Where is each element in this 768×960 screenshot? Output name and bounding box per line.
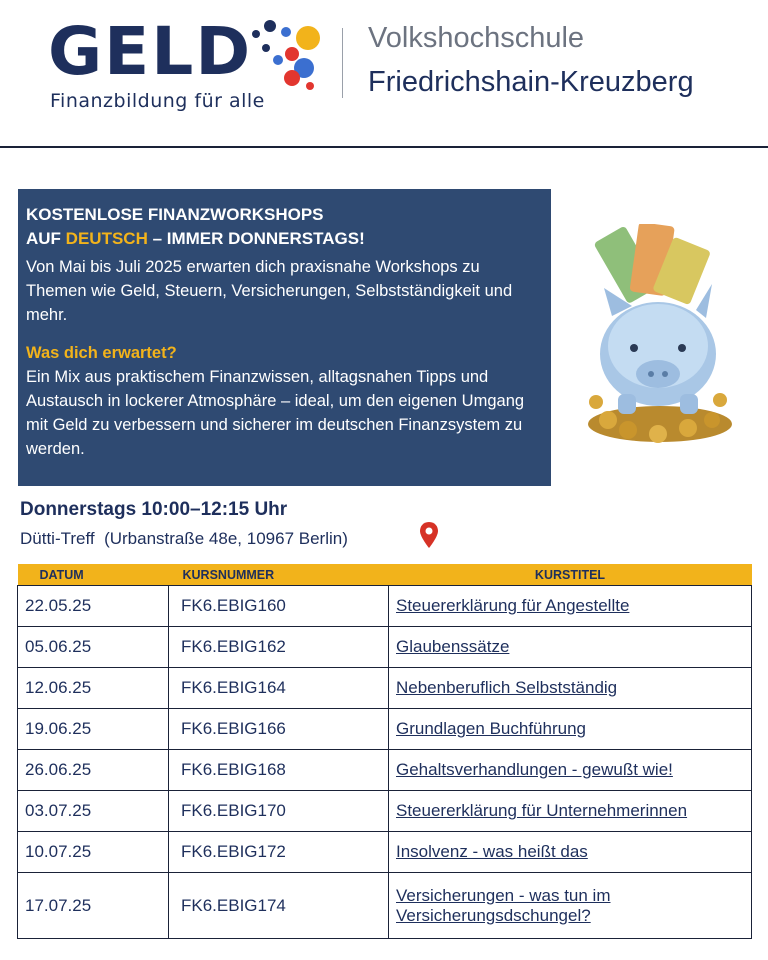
table-row bbox=[18, 709, 752, 750]
table-row bbox=[18, 750, 752, 791]
row-date: 12.06.25 bbox=[18, 668, 169, 709]
header-kursnummer: KURSNUMMER bbox=[169, 564, 389, 586]
row-date: 05.06.25 bbox=[18, 627, 169, 668]
location-pin-icon[interactable] bbox=[420, 522, 438, 548]
row-course-title-link[interactable]: Steuererklärung für Angestellte bbox=[389, 586, 752, 627]
institution-line-1: Volkshochschule bbox=[368, 22, 585, 54]
header-divider bbox=[342, 28, 343, 98]
promo-headline-line1: KOSTENLOSE FINANZWORKSHOPS bbox=[26, 205, 324, 224]
headline-pre: AUF bbox=[26, 229, 66, 248]
row-date: 10.07.25 bbox=[18, 832, 169, 873]
schedule-time: Donnerstags 10:00–12:15 Uhr bbox=[20, 499, 288, 520]
row-course-number: FK6.EBIG170 bbox=[169, 791, 389, 832]
row-course-title-link[interactable]: Versicherungen - was tun im Versicherungsdschungel? bbox=[389, 873, 752, 939]
logo-dots-icon bbox=[248, 20, 328, 100]
row-course-title-link[interactable]: Insolvenz - was heißt das bbox=[389, 832, 752, 873]
header-kurstitel: KURSTITEL bbox=[389, 564, 752, 586]
header-datum: DATUM bbox=[18, 564, 169, 586]
promo-body: Ein Mix aus praktischem Finanzwissen, alltagsnahen Tipps und Austausch in lockerer Atmosphäre – ideal, um den eigenen Umgang mit Geld zu verbessern und sicherer im deutschen Finanzsystem zu werden. bbox=[26, 368, 525, 458]
row-date: 17.07.25 bbox=[18, 873, 169, 939]
table-row bbox=[18, 791, 752, 832]
promo-subheading: Was dich erwartet? bbox=[26, 344, 177, 362]
header bbox=[0, 0, 768, 146]
course-table bbox=[17, 564, 752, 939]
logo-tagline: Finanzbildung für alle bbox=[50, 90, 265, 112]
row-course-number: FK6.EBIG160 bbox=[169, 586, 389, 627]
promo-box bbox=[18, 189, 551, 486]
geld-logo[interactable] bbox=[48, 12, 318, 117]
headline-accent: DEUTSCH bbox=[65, 229, 148, 248]
row-course-number: FK6.EBIG164 bbox=[169, 668, 389, 709]
row-date: 19.06.25 bbox=[18, 709, 169, 750]
piggy-bank-icon bbox=[578, 224, 738, 454]
schedule-location: Dütti-Treff (Urbanstraße 48e, 10967 Berlin) bbox=[20, 529, 348, 548]
header-rule bbox=[0, 146, 768, 148]
table-row bbox=[18, 873, 752, 939]
row-course-number: FK6.EBIG162 bbox=[169, 627, 389, 668]
row-course-number: FK6.EBIG174 bbox=[169, 873, 389, 939]
row-course-title-link[interactable]: Steuererklärung für Unternehmerinnen bbox=[389, 791, 752, 832]
row-course-title-link[interactable]: Nebenberuflich Selbstständig bbox=[389, 668, 752, 709]
row-date: 22.05.25 bbox=[18, 586, 169, 627]
row-date: 03.07.25 bbox=[18, 791, 169, 832]
table-row bbox=[18, 832, 752, 873]
promo-headline-line2 bbox=[26, 227, 541, 251]
row-course-title-link[interactable]: Grundlagen Buchführung bbox=[389, 709, 752, 750]
row-course-number: FK6.EBIG166 bbox=[169, 709, 389, 750]
promo-headline bbox=[26, 203, 541, 251]
table-row bbox=[18, 586, 752, 627]
logo-wordmark: GELD bbox=[48, 13, 253, 90]
headline-post: – IMMER DONNERSTAGS! bbox=[147, 229, 365, 248]
institution-line-2: Friedrichshain-Kreuzberg bbox=[368, 66, 694, 98]
row-course-title-link[interactable]: Glaubenssätze bbox=[389, 627, 752, 668]
table-row bbox=[18, 668, 752, 709]
promo-intro: Von Mai bis Juli 2025 erwarten dich praxisnahe Workshops zu Themen wie Geld, Steuern, Versicherungen, Selbstständigkeit und mehr. bbox=[26, 258, 513, 324]
table-row bbox=[18, 627, 752, 668]
row-date: 26.06.25 bbox=[18, 750, 169, 791]
row-course-title-link[interactable]: Gehaltsverhandlungen - gewußt wie! bbox=[389, 750, 752, 791]
table-header-row bbox=[18, 564, 752, 586]
row-course-number: FK6.EBIG172 bbox=[169, 832, 389, 873]
row-course-number: FK6.EBIG168 bbox=[169, 750, 389, 791]
